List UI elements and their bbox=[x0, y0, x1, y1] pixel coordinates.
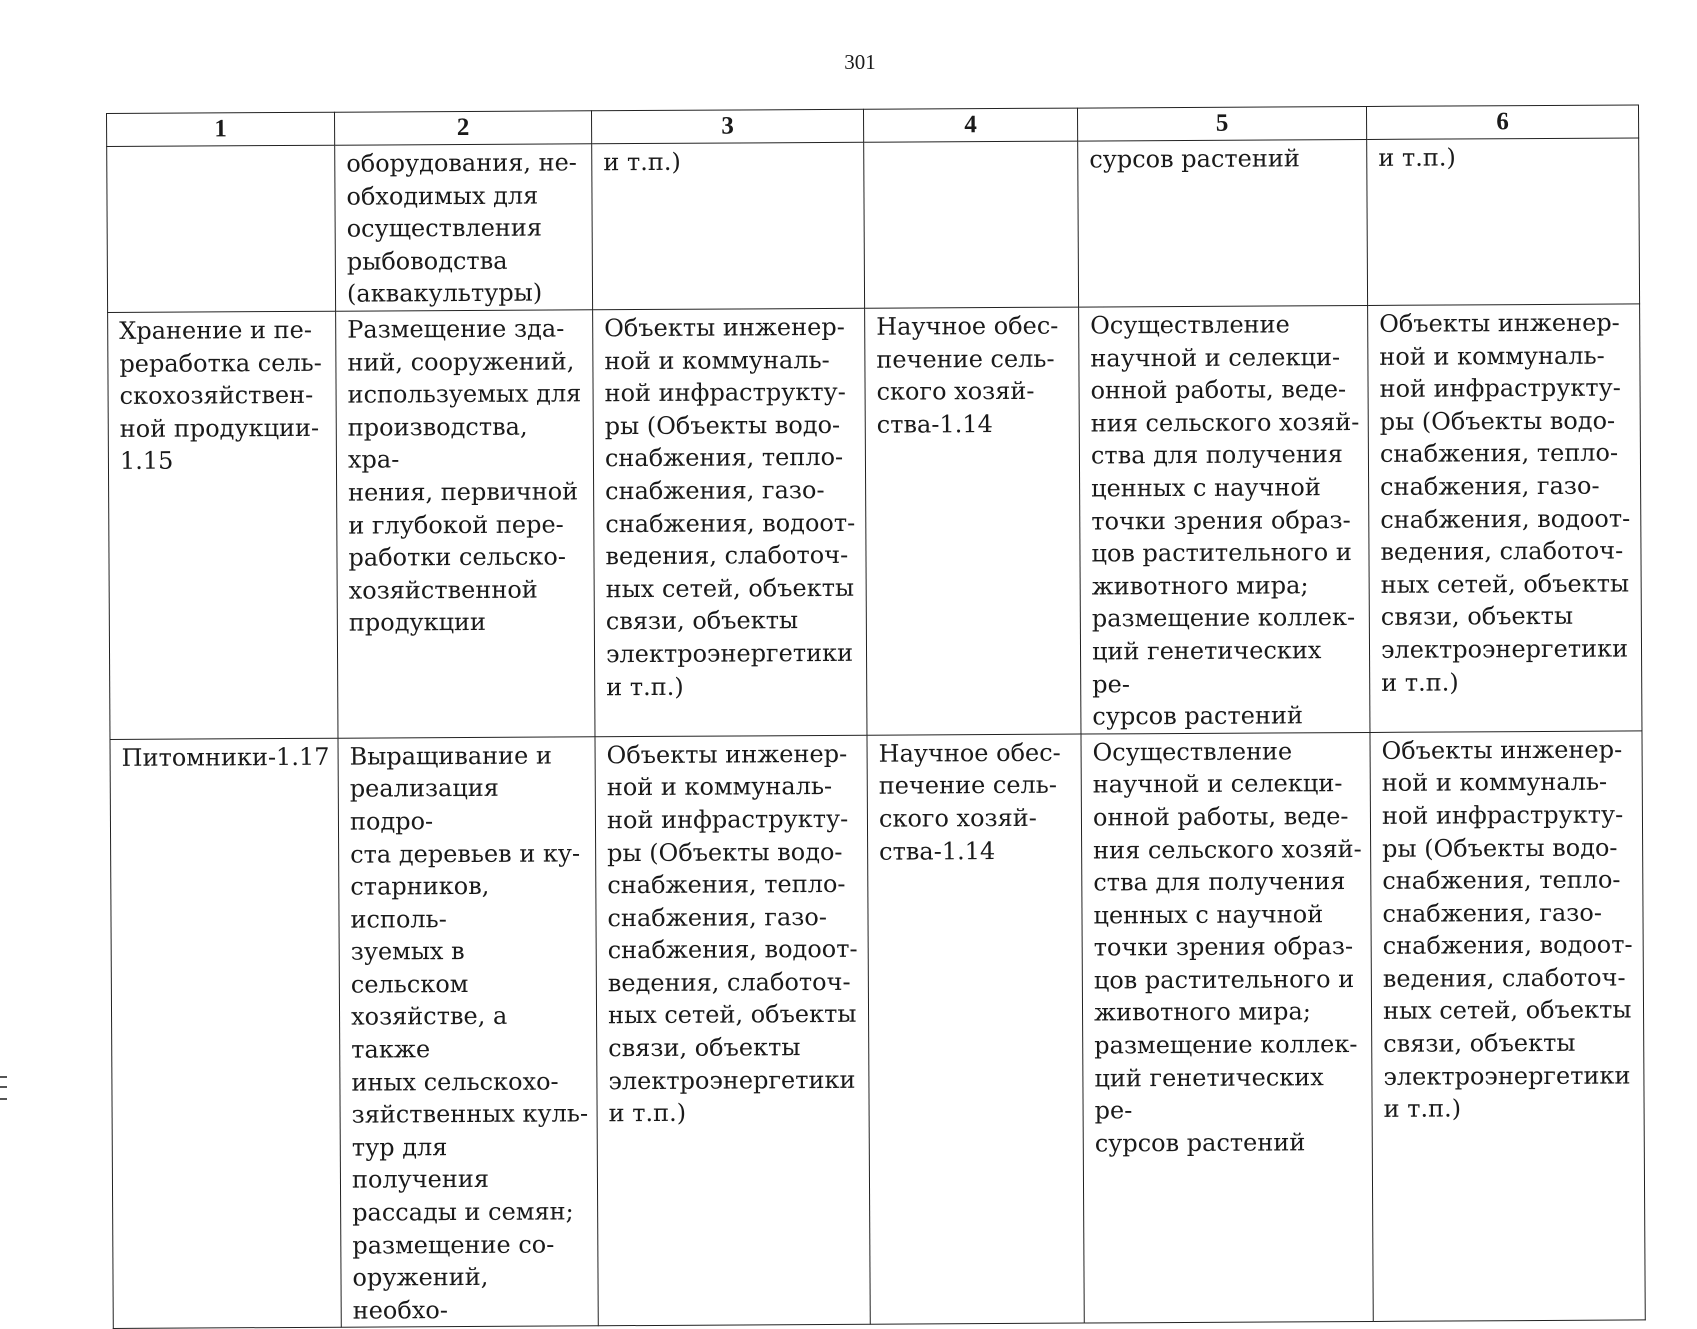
table-row bbox=[107, 138, 1640, 313]
table-cell bbox=[1081, 732, 1373, 1323]
table-cell bbox=[1079, 305, 1370, 733]
zoning-table bbox=[106, 104, 1646, 1329]
table-cell bbox=[107, 145, 336, 312]
column-header-5: 5 bbox=[1077, 106, 1366, 141]
table-cell bbox=[338, 736, 598, 1327]
cell-text: и т.п.) bbox=[1378, 143, 1456, 172]
cell-text: Размещение зда- ний, сооружений, используемых для производства, хра- нения, первичной и глубокой пере- работки сельско- хозяйственной продукции bbox=[347, 314, 582, 637]
cell-text: Объекты инженер- ной и коммуналь- ной инфраструкту- ры (Объекты водо- снабжения, тепло- снабжения, газо- снабжения, водоот- ведения, слаботоч- ных сетей, объекты связи, объекты электроэнергетики и т.п.) bbox=[604, 312, 856, 701]
cell-text: Хранение и пе- реработка сель- скохозяйствен- ной продукции- 1.15 bbox=[119, 315, 322, 476]
table-cell bbox=[593, 308, 867, 736]
table-row bbox=[108, 304, 1642, 739]
cell-text bbox=[118, 148, 326, 149]
page-number: 301 bbox=[844, 50, 876, 74]
table-cell bbox=[1367, 138, 1640, 306]
cell-text: сурсов растений bbox=[1089, 144, 1300, 174]
cell-text: Научное обес- печение сель- ского хозяй- ства-1.14 bbox=[876, 311, 1059, 439]
table-row bbox=[110, 731, 1645, 1329]
column-header-6: 6 bbox=[1366, 105, 1638, 140]
table-cell bbox=[592, 142, 865, 310]
table-cell bbox=[110, 738, 341, 1329]
cell-text: Питомники-1.17 bbox=[121, 742, 330, 772]
cell-text: Объекты инженер- ной и коммуналь- ной инфраструкту- ры (Объекты водо- снабжения, тепло- снабжения, газо- снабжения, водоот- ведения, слаботоч- ных сетей, объекты связи, объекты электроэнергетики и т.п.) bbox=[606, 739, 858, 1128]
table-cell bbox=[335, 144, 593, 311]
column-header-1: 1 bbox=[107, 112, 335, 146]
table-cell bbox=[864, 141, 1079, 308]
cell-text: Научное обес- печение сель- ского хозяй- ства-1.14 bbox=[878, 738, 1061, 866]
table-cell bbox=[1078, 139, 1368, 307]
column-header-3: 3 bbox=[591, 109, 863, 144]
column-header-2: 2 bbox=[334, 111, 591, 145]
cell-text: и т.п.) bbox=[603, 147, 681, 177]
cell-text: Выращивание и реализация подро- ста деревьев и ку- старников, исполь- зуемых в сельском хозяйстве, а также иных сельскохо- зяйственных куль- тур для получения рассады и семян; размещение со- оружений, необхо- bbox=[349, 741, 589, 1325]
table-cell bbox=[595, 735, 870, 1326]
table-cell bbox=[1370, 731, 1645, 1322]
table-cell bbox=[1368, 304, 1642, 732]
table-cell bbox=[108, 311, 338, 739]
cell-text: Объекты инженер- ной и коммуналь- ной инфраструкту- ры (Объекты водо- снабжения, тепло- снабжения, газо- снабжения, водоот- ведения, слаботоч- ных сетей, объекты связи, объекты электроэнергетики и т.п.) bbox=[1379, 308, 1631, 697]
table-cell bbox=[865, 307, 1081, 735]
column-header-4: 4 bbox=[863, 108, 1077, 142]
table-cell bbox=[336, 310, 595, 738]
cell-text: Объекты инженер- ной и коммуналь- ной инфраструкту- ры (Объекты водо- снабжения, тепло- снабжения, газо- снабжения, водоот- ведения, слаботоч- ных сетей, объекты связи, объекты электроэнергетики и т.п.) bbox=[1381, 735, 1633, 1124]
cell-text bbox=[875, 144, 1069, 145]
cell-text: Осуществление научной и селекци- онной работы, веде- ния сельского хозяй- ства для получения ценных с научной точки зрения образ- цов растительного и животного мира; размещение коллек- ций генетических ре- сурсов растений bbox=[1092, 737, 1362, 1158]
cell-text: Осуществление научной и селекци- онной работы, веде- ния сельского хозяй- ства для получения ценных с научной точки зрения образ- цов растительного и животного мира; размещение коллек- ций генетических ре- сурсов растений bbox=[1090, 310, 1360, 731]
cell-text: оборудования, не- обходимых для осуществления рыбоводства (аквакультуры) bbox=[346, 148, 577, 309]
table-cell bbox=[867, 734, 1084, 1325]
scan-margin-mark bbox=[0, 1076, 7, 1100]
